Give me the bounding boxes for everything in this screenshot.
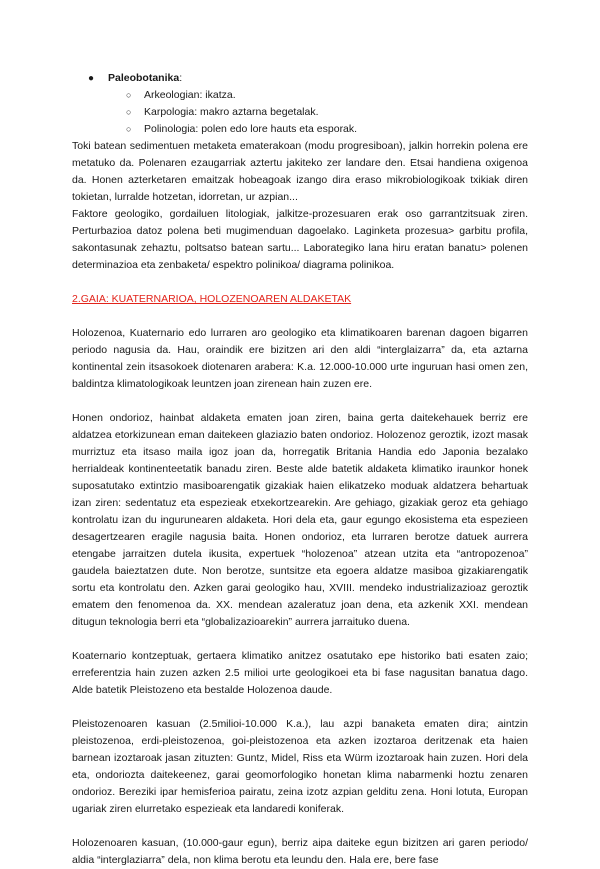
bullet-colon: : <box>179 72 183 84</box>
sub-item-text: Karpologia: makro aztarna begetalak. <box>144 106 319 118</box>
section-heading: 2.GAIA: KUATERNARIOA, HOLOZENOAREN ALDAKETAK <box>72 293 352 305</box>
bullet-icon: ● <box>88 73 95 84</box>
intro-paragraph-2: Faktore geologiko, gordailuen litologiak, jalkitze-prozesuaren erak oso garrantzitsuak ziren. Perturbazioa datoz polena beti mugimenduan dagoelako. Laginketa prozesua> garbitu profila, sakontasunak zehaztu, poltsatso batean sartu... Laborategiko lana hiru eratan banatu> polenen determinazioa eta zenbaketa/ espektro polinikoa/ diagrama polinikoa. <box>72 208 528 271</box>
body-paragraph: Holozenoa, Kuaternario edo lurraren aro geologiko eta klimatikoaren barenan dagoen bigarren periodo nagusia da. Hau, oraindik ere bizitzen ari den aldi “interglaizarra” da, eta aztarna kontinental zein itsasokoek diotenaren arabera: K.a. 12.000-10.000 urte inguruan hasi omen zen, baldintza klimatologikoak leuntzen joan zirenean hain zuzen ere. <box>72 327 528 390</box>
circle-bullet-icon: ○ <box>126 124 132 134</box>
body-paragraph: Honen ondorioz, hainbat aldaketa ematen joan ziren, baina gerta daitekehauek berriz ere aldatzea etorkizunean eman daitekeen glaziazio baten ondorioz. Holozenoz geroztik, izozt masak murriztuz eta itsaso maila igoz joan da, horregatik Britania Handia edo Japonia bezalako herrialdeak kontinenteetatik banadu ziren. Beste alde batetik aldaketa klimatiko iraunkor honek suposatutako extintzio masiboarengatik gizakiak haien elikatzeko moduak aldatzera behartuak izan ziren: sedentatuz eta espezieak etxekortzearekin. Are gehiago, gizakiak geroz eta gehiago kontrolatu izan du ingurunearen aldaketa. Hori dela eta, gaur egungo ekosistema eta espezieen desagertzearen eragile nagusia baita. Honen ondorioz, eta lurraren berotze datuek aurrera etengabe jarraitzen dutela ikusita, expertuek “holozenoa” atzean utzita eta “antropozenoa” gaudela baieztatzen dute. Non berotze, suntsitze eta egoera aldatze masiboa gizakiarengatik sortu eta kontrolatu den. Azken garai geologiko hau, XVIII. mendeko industrializazioaz geroztik ematem den fenomenoa da. XX. mendean azaleratuz joan dena, eta azkenik XXI. mendean ditugun teknologia berri eta “globalizazioarekin” aurrera jarraituko duena. <box>72 412 528 628</box>
document-page <box>72 70 528 869</box>
circle-bullet-icon: ○ <box>126 90 132 100</box>
body-paragraph: Koaternario kontzeptuak, gertaera klimatiko anitzez osatutako epe historiko bati esaten zaio; erreferentzia hain zuzen azken 2.5 milioi urte geologikoei eta bi fase nagusitan banatua dago. Alde batetik Pleistozeno eta bestalde Holozenoa daude. <box>72 650 528 696</box>
body-paragraph: Holozenoaren kasuan, (10.000-gaur egun), berriz aipa daiteke egun bizitzen ari garen periodo/ aldia “interglaziarra” dela, non klima berotu eta leundu den. Hala ere, bere fase <box>72 837 528 866</box>
body-paragraph: Pleistozenoaren kasuan (2.5milioi-10.000 K.a.), lau azpi banaketa ematen dira; aintzin pleistozenoa, erdi-pleistozenoa, goi-pleistozenoa eta azken izoztaroa deritzenak eta haien barnean izoztaroak jasan zituzten: Guntz, Midel, Riss eta Würm izoztaroak hain zuzen. Hori dela eta, ondoriozta daitekeenez, garai geomorfologiko honetan klima nabarmenki hoztu zenaren ondorioz. Bereziki ipar hemisferioa pairatu, zeina izotz azpian gelditu zena. Honi lotuta, Europan ugariak ziren elurretako espezieak eta landaredi koniferak. <box>72 718 528 815</box>
bullet-label: Paleobotanika <box>108 72 180 84</box>
intro-paragraph-1: Toki batean sedimentuen metaketa ematerakoan (modu progresiboan), jalkin horrekin polena ere metatuko da. Polenaren ezaugarriak aztertu jakiteko zer landare den. Etsai handiena oxigenoa da. Honen azterketaren emaitzak hobeagoak izango dira eraso mikrobiologikoak txikiak diren tokietan, lurralde hotzetan, idorretan, ur azpian... <box>72 140 528 203</box>
paragraph-gap <box>72 699 528 716</box>
paragraph-gap <box>72 631 528 648</box>
sub-item <box>72 104 528 121</box>
sub-item-text: Polinologia: polen edo lore hauts eta esporak. <box>144 123 358 135</box>
bullet-paleobotanika <box>72 70 528 87</box>
sub-item <box>72 121 528 138</box>
paragraph-gap <box>72 818 528 835</box>
paragraph-gap <box>72 393 528 410</box>
circle-bullet-icon: ○ <box>126 107 132 117</box>
sub-item-text: Arkeologian: ikatza. <box>144 89 236 101</box>
sub-item <box>72 87 528 104</box>
